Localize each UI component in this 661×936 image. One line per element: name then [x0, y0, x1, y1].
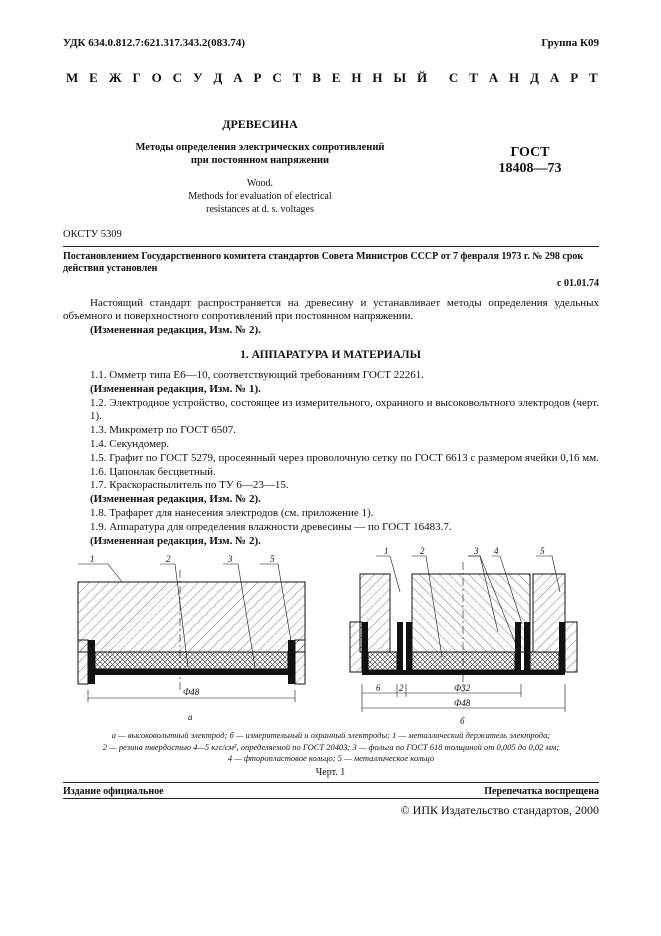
dim-a-48: Ф48 — [183, 687, 200, 697]
figure-number: Черт. 1 — [315, 767, 346, 778]
dim-b-2: 2 — [399, 683, 404, 693]
edit-note: (Измененная редакция, Изм. № 2). — [90, 493, 261, 506]
subtitle-russian — [100, 141, 420, 167]
figure-legend — [60, 730, 602, 765]
label-b-4: 4 — [494, 546, 499, 556]
subtitle-en-line: Methods for evaluation of electrical — [188, 191, 332, 202]
banner-letter: С — [272, 70, 282, 85]
dim-b-48: Ф48 — [454, 698, 471, 708]
label-b-1: 1 — [384, 546, 389, 556]
gost-number — [490, 145, 570, 177]
foil-a — [88, 669, 295, 675]
wall-right-a — [288, 640, 295, 684]
group-code: Группа К09 — [541, 37, 599, 49]
drawing-b — [350, 546, 577, 726]
document-title: ДРЕВЕСИНА — [222, 117, 298, 131]
interstate-standard-banner — [66, 70, 598, 86]
ring-left-a — [78, 640, 88, 684]
copyright: © ИПК Издательство стандартов, 2000 — [400, 803, 599, 817]
label-b-3: 3 — [474, 546, 479, 556]
banner-letter: А — [488, 70, 499, 85]
legend-line: 4 — фторопластовое кольцо; 5 — металлическое кольцо — [227, 753, 435, 763]
list-item: 1.5. Графит по ГОСТ 5279, просеянный через проволочную сетку по ГОСТ 6613 с размером ячейки 0,16 мм. — [90, 451, 599, 464]
list-item: 1.4. Секундомер. — [90, 437, 170, 450]
list-item: 1.1. Омметр типа Е6—10, соответствующий требованиям ГОСТ 22261. — [90, 369, 424, 381]
label-a-2: 2 — [166, 554, 171, 564]
banner-letter: С — [448, 70, 459, 85]
ring-left-b — [350, 622, 362, 672]
label-a-3: 3 — [228, 554, 233, 564]
effective-date: с 01.01.74 — [557, 278, 599, 289]
list-item: 1.9. Аппаратура для определения влажности древесины — по ГОСТ 16483.7. — [90, 520, 452, 533]
edit-note: (Измененная редакция, Изм. № 1). — [90, 382, 261, 395]
label-a-1: 1 — [90, 554, 95, 564]
banner-letter: А — [549, 70, 560, 85]
divider — [63, 246, 599, 247]
label-b-5: 5 — [540, 546, 545, 556]
label-b-2: 2 — [420, 546, 425, 556]
list-item: 1.3. Микрометр по ГОСТ 6507. — [90, 424, 236, 437]
dim-b-6: 6 — [376, 683, 381, 693]
electrode-drawing — [60, 546, 605, 730]
items-list — [63, 369, 599, 548]
banner-letter: Г — [132, 70, 141, 85]
dim-b-32: Ф32 — [454, 683, 471, 693]
oksty-code: ОКСТУ 5309 — [63, 229, 122, 240]
banner-letter: Д — [213, 70, 223, 85]
banner-letter: Й — [417, 70, 428, 85]
footer-divider — [63, 782, 599, 783]
subtitle-ru-line: Методы определения электрических сопротивлений — [135, 142, 385, 153]
banner-letter: У — [192, 70, 203, 85]
list-item: 1.6. Цапонлак бесцветный. — [90, 465, 216, 478]
gost-label: ГОСТ — [510, 145, 550, 160]
ring-right-b — [565, 622, 577, 672]
subtitle-en-line: Wood. — [246, 178, 274, 189]
banner-letter: Т — [469, 70, 478, 85]
edit-note: (Измененная редакция, Изм. № 2). — [90, 534, 261, 547]
banner-letter: М — [66, 70, 79, 85]
reprint-prohibited: Перепечатка воспрещена — [484, 786, 599, 797]
banner-letter: Р — [253, 70, 262, 85]
intro-edit-note: (Измененная редакция, Изм. № 2). — [90, 324, 261, 336]
label-a-5: 5 — [270, 554, 275, 564]
foil-b — [362, 670, 565, 675]
holder-a — [78, 582, 305, 652]
banner-letter: Ы — [393, 70, 407, 85]
subtitle-ru-line: при постоянном напряжении — [190, 155, 330, 166]
banner-letter: Т — [589, 70, 598, 85]
wall-left-a — [88, 640, 95, 684]
rubber-a — [95, 652, 288, 669]
intro-text: Настоящий стандарт распространяется на древесину и устанавливает методы определения удельных объемного и поверхностного сопротивлений при постоянном напряжении. — [63, 297, 599, 322]
subtitle-english — [110, 177, 410, 216]
banner-letter: Е — [89, 70, 98, 85]
list-item: 1.2. Электродное устройство, состоящее из измерительного, охранного и высоковольтного электродов (черт. 1). — [90, 396, 599, 423]
banner-letter: В — [312, 70, 321, 85]
subtitle-en-line: resistances at d. s. voltages — [206, 204, 314, 215]
banner-letter: Н — [372, 70, 383, 85]
banner-letter: Ж — [108, 70, 122, 85]
rubber-b — [412, 652, 515, 670]
banner-letter: Н — [351, 70, 362, 85]
banner-letter: О — [151, 70, 162, 85]
banner-letter: Д — [530, 70, 540, 85]
banner-letter: Р — [570, 70, 579, 85]
list-item: 1.8. Трафарет для нанесения электродов (см. приложение 1). — [90, 506, 374, 519]
holder-b — [412, 574, 530, 652]
banner-letter: Е — [331, 70, 341, 85]
section-title: 1. АППАРАТУРА И МАТЕРИАЛЫ — [240, 349, 421, 361]
banner-letter: Н — [509, 70, 520, 85]
banner-letter: А — [233, 70, 243, 85]
banner-letter: С — [172, 70, 183, 85]
legend-line: а — высоковольтный электрод; б — измерительный и охранный электроды; 1 — металлический держатель электрода; — [111, 730, 551, 740]
intro-paragraph — [63, 297, 599, 323]
decree-text: Постановлением Государственного комитета стандартов Совета Министров СССР от 7 февраля 1973 г. № 298 срок действия установлен — [63, 251, 584, 274]
drawing-a — [78, 554, 305, 722]
gost-code: 18408—73 — [498, 161, 562, 176]
udk-code: УДК 634.0.812.7:621.317.343.2(083.74) — [63, 37, 245, 49]
official-edition: Издание официальное — [63, 786, 164, 797]
caption-b: б — [460, 716, 465, 726]
ring-right-a — [295, 640, 305, 684]
legend-line: 2 — резина твердостью 4—5 кгс/см², определяемой по ГОСТ 20403; 3 — фольга по ГОСТ 618 толщиной от 0,005 до 0,02 мм; — [102, 741, 560, 752]
footer-divider-2 — [63, 798, 599, 799]
banner-letter: Т — [292, 70, 302, 85]
caption-a: а — [188, 712, 193, 722]
list-item: 1.7. Краскораспылитель по ТУ 6—23—15. — [90, 479, 289, 492]
